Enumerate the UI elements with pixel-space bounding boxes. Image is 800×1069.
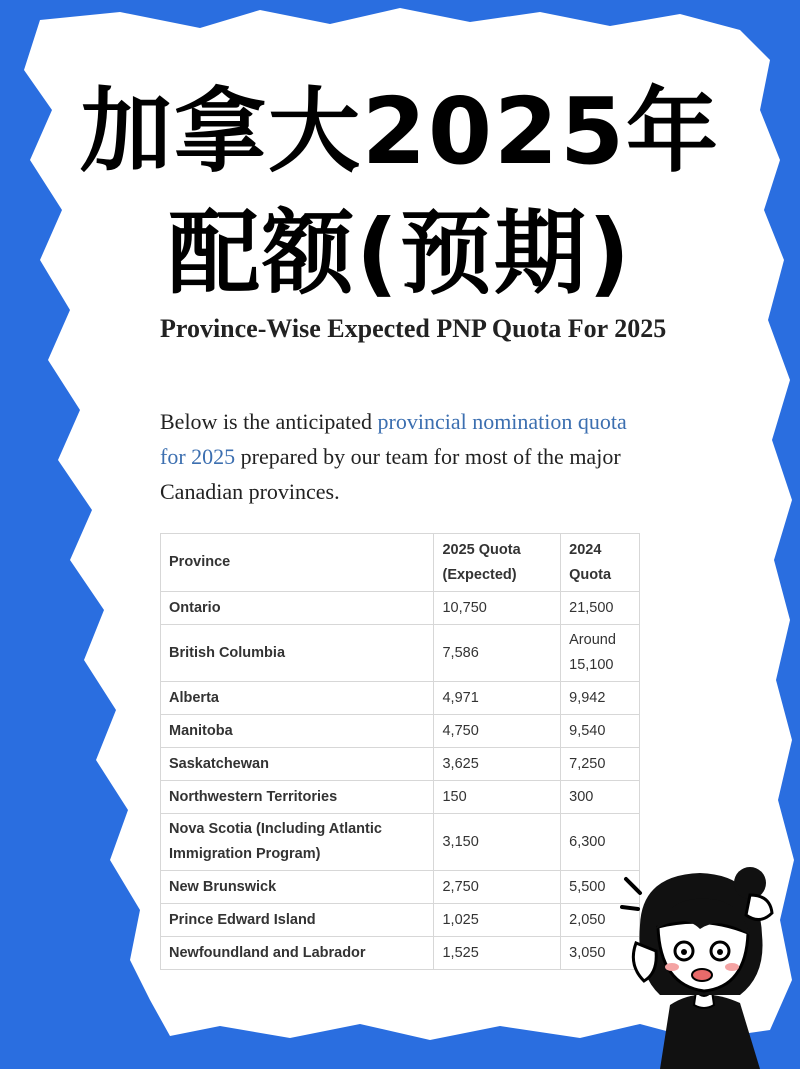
quota-link[interactable]: provincial nomination quota for 2025 — [160, 409, 627, 469]
worried-girl-illustration — [600, 855, 800, 1069]
table-row — [161, 715, 640, 748]
cell-2024-quota: 7,250 — [561, 748, 640, 781]
cell-2025-quota: 150 — [434, 781, 561, 814]
cell-2025-quota: 2,750 — [434, 871, 561, 904]
cell-province: Ontario — [161, 592, 434, 625]
headline-line-2: 配额(预期) — [167, 200, 633, 307]
cell-province: British Columbia — [161, 625, 434, 682]
section-subheading: Province-Wise Expected PNP Quota For 2025 — [160, 314, 667, 343]
table-row — [161, 904, 640, 937]
cell-province: Newfoundland and Labrador — [161, 937, 434, 970]
cell-2024-quota: 3,050 — [561, 937, 640, 970]
table-row — [161, 937, 640, 970]
table-row — [161, 625, 640, 682]
cell-2025-quota: 1,025 — [434, 904, 561, 937]
header-2024-quota: 2024 Quota — [561, 534, 640, 592]
cell-2024-quota: 5,500 — [561, 871, 640, 904]
cell-2024-quota: 2,050 — [561, 904, 640, 937]
table-row — [161, 682, 640, 715]
headline-line-1: 加拿大2025年 — [79, 78, 721, 185]
intro-paragraph — [160, 404, 650, 509]
cell-2025-quota: 4,750 — [434, 715, 561, 748]
cell-province: Saskatchewan — [161, 748, 434, 781]
table-header-row — [161, 534, 640, 592]
header-province: Province — [161, 534, 434, 592]
table-row — [161, 871, 640, 904]
cell-province: New Brunswick — [161, 871, 434, 904]
cell-2024-quota: 300 — [561, 781, 640, 814]
cell-province: Northwestern Territories — [161, 781, 434, 814]
table-row — [161, 592, 640, 625]
cell-2024-quota: 9,942 — [561, 682, 640, 715]
cell-province: Prince Edward Island — [161, 904, 434, 937]
table-row — [161, 814, 640, 871]
cell-2024-quota: Around 15,100 — [561, 625, 640, 682]
cell-province: Nova Scotia (Including Atlantic Immigration Program) — [161, 814, 434, 871]
cell-2024-quota: 21,500 — [561, 592, 640, 625]
table-row — [161, 781, 640, 814]
cell-2024-quota: 6,300 — [561, 814, 640, 871]
header-2025-quota: 2025 Quota (Expected) — [434, 534, 561, 592]
cell-2025-quota: 4,971 — [434, 682, 561, 715]
cell-2025-quota: 10,750 — [434, 592, 561, 625]
cell-2024-quota: 9,540 — [561, 715, 640, 748]
intro-text-after: prepared by our team for most of the major Canadian provinces. — [160, 444, 621, 504]
cell-2025-quota: 3,625 — [434, 748, 561, 781]
cell-province: Alberta — [161, 682, 434, 715]
cell-2025-quota: 3,150 — [434, 814, 561, 871]
cell-2025-quota: 7,586 — [434, 625, 561, 682]
cell-2025-quota: 1,525 — [434, 937, 561, 970]
intro-text-before: Below is the anticipated — [160, 409, 378, 434]
table-row — [161, 748, 640, 781]
quota-table — [160, 533, 640, 970]
cell-province: Manitoba — [161, 715, 434, 748]
